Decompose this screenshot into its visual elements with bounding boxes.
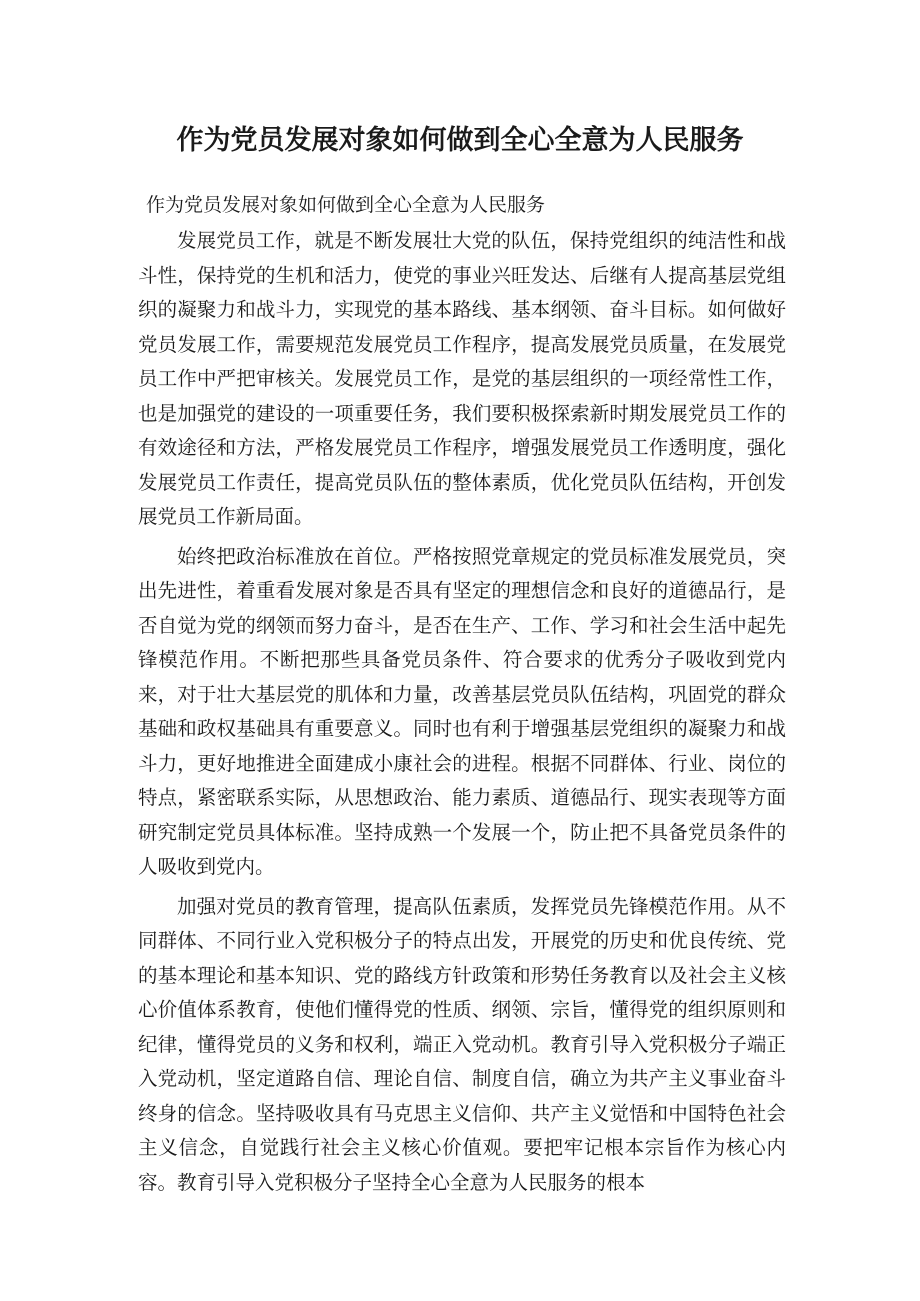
paragraph-2: 始终把政治标准放在首位。严格按照党章规定的党员标准发展党员，突出先进性，着重看发展对象是否具有坚定的理想信念和良好的道德品行，是否自觉为党的纲领而努力奋斗，是否在生产、工作、学习和社会生活中起先锋模范作用。不断把那些具备党员条件、符合要求的优秀分子吸收到党内来，对于壮大基层党的肌体和力量，改善基层党员队伍结构，巩固党的群众基础和政权基础具有重要意义。同时也有利于增强基层党组织的凝聚力和战斗力，更好地推进全面建成小康社会的进程。根据不同群体、行业、岗位的特点，紧密联系实际，从思想政治、能力素质、道德品行、现实表现等方面研究制定党员具体标准。坚持成熟一个发展一个，防止把不具备党员条件的人吸收到党内。 [138, 544, 786, 878]
document-title: 作为党员发展对象如何做到全心全意为人民服务 [176, 125, 744, 156]
document-body [138, 224, 786, 1205]
document-subtitle: 作为党员发展对象如何做到全心全意为人民服务 [146, 194, 546, 216]
paragraph-1: 发展党员工作，就是不断发展壮大党的队伍，保持党组织的纯洁性和战斗性，保持党的生机和活力，使党的事业兴旺发达、后继有人提高基层党组织的凝聚力和战斗力，实现党的基本路线、基本纲领、奋斗目标。如何做好党员发展工作，需要规范发展党员工作程序，提高发展党员质量，在发展党员工作中严把审核关。发展党员工作，是党的基层组织的一项经常性工作，也是加强党的建设的一项重要任务，我们要积极探索新时期发展党员工作的有效途径和方法，严格发展党员工作程序，增强发展党员工作透明度，强化发展党员工作责任，提高党员队伍的整体素质，优化党员队伍结构，开创发展党员工作新局面。 [138, 229, 786, 528]
paragraph-3: 加强对党员的教育管理，提高队伍素质，发挥党员先锋模范作用。从不同群体、不同行业入党积极分子的特点出发，开展党的历史和优良传统、党的基本理论和基本知识、党的路线方针政策和形势任务教育以及社会主义核心价值体系教育，使他们懂得党的性质、纲领、宗旨，懂得党的组织原则和纪律，懂得党员的义务和权利，端正入党动机。教育引导入党积极分子端正入党动机，坚定道路自信、理论自信、制度自信，确立为共产主义事业奋斗终身的信念。坚持吸收具有马克思主义信仰、共产主义觉悟和中国特色社会主义信念，自觉践行社会主义核心价值观。要把牢记根本宗旨作为核心内容。教育引导入党积极分子坚持全心全意为人民服务的根本 [138, 894, 786, 1194]
